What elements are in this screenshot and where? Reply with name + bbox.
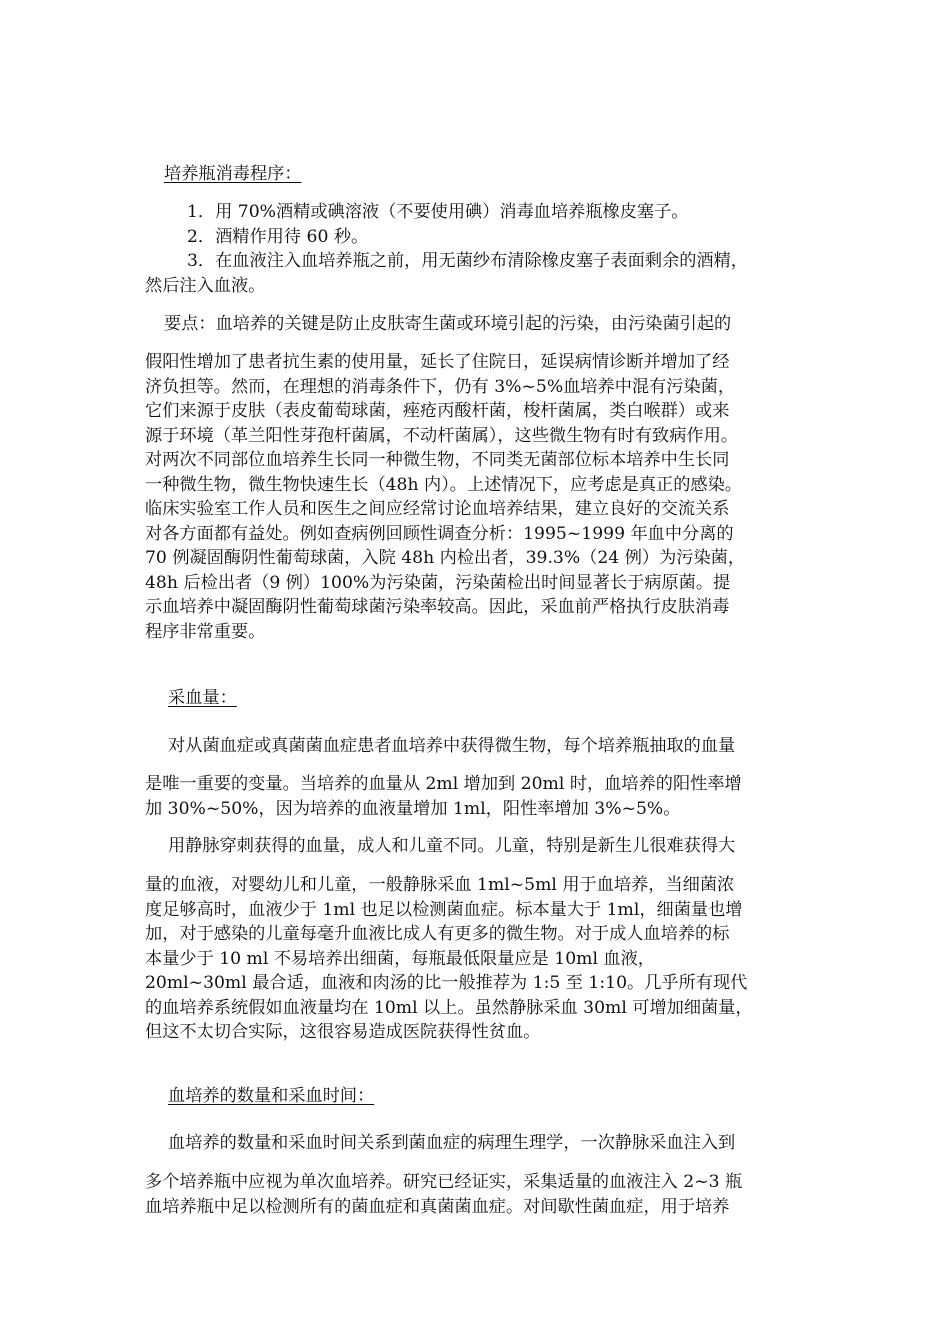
section-heading: 血培养的数量和采血时间： <box>168 1086 375 1106</box>
disinfection-heading-block <box>145 162 807 186</box>
paragraph-line: 48h 后检出者（9 例）100%为污染菌，污染菌检出时间显著长于病原菌。提 <box>145 572 731 593</box>
paragraph-line: 源于环境（革兰阳性芽孢杆菌属，不动杆菌属），这些微生物有时有致病作用。 <box>145 425 738 446</box>
paragraph-line: 量的血液，对婴幼儿和儿童，一般静脉采血 1ml~5ml 用于血培养，当细菌浓 <box>145 875 735 895</box>
paragraph-line: 但这不太切合实际，这很容易造成医院获得性贫血。 <box>145 1022 541 1042</box>
paragraph-line: 对两次不同部位血培养生长同一种微生物，不同类无菌部位标本培养中生长同 <box>145 450 730 470</box>
step-item: 2．酒精作用待 60 秒。 <box>187 226 369 247</box>
timing-p1-first <box>145 1131 807 1156</box>
paragraph-line: 程序非常重要。 <box>145 621 266 642</box>
paragraph-line: 要点：血培养的关键是防止皮肤寄生菌或环境引起的污染，由污染菌引起的 <box>164 314 732 334</box>
volume-p2-first <box>145 834 807 859</box>
paragraph-line: 假阳性增加了患者抗生素的使用量，延长了住院日，延误病情诊断并增加了经 <box>145 352 730 372</box>
volume-p1-first <box>145 734 807 759</box>
section-heading: 培养瓶消毒程序： <box>164 164 302 184</box>
paragraph-line: 一种微生物，微生物快速生长（48h 内）。上述情况下，应考虑是真正的感染。 <box>145 474 742 495</box>
paragraph-line: 70 例凝固酶阴性葡萄球菌，入院 48h 内检出者，39.3%（24 例）为污染菌， <box>145 548 746 568</box>
key-points-paragraph <box>145 350 807 644</box>
step-item: 1．用 70%酒精或碘溶液（不要使用碘）消毒血培养瓶橡皮塞子。 <box>187 202 689 222</box>
volume-p1 <box>145 772 807 821</box>
paragraph-line: 多个培养瓶中应视为单次血培养。研究已经证实，采集适量的血液注入 2~3 瓶 <box>145 1172 743 1192</box>
paragraph-line: 加 30%~50%，因为培养的血液量增加 1ml，阳性率增加 3%~5%。 <box>145 798 681 819</box>
paragraph-line: 是唯一重要的变量。当培养的血量从 2ml 增加到 20ml 时，血培养的阳性率增 <box>145 774 742 794</box>
volume-p2 <box>145 873 807 1045</box>
timing-p1 <box>145 1170 807 1219</box>
paragraph-line: 加，对于感染的儿童每毫升血液比成人有更多的微生物。对于成人血培养的标 <box>145 924 730 944</box>
paragraph-line: 本量少于 10 ml 不易培养出细菌，每瓶最低限量应是 10ml 血液， <box>145 948 655 969</box>
step-item: 3．在血液注入血培养瓶之前，用无菌纱布清除橡皮塞子表面剩余的酒精， <box>187 251 748 271</box>
paragraph-line: 济负担等。然而，在理想的消毒条件下，仍有 3%~5%血培养中混有污染菌， <box>145 376 736 397</box>
paragraph-line: 度足够高时，血液少于 1ml 也足以检测菌血症。标本量大于 1ml，细菌量也增 <box>145 899 743 920</box>
paragraph-line: 示血培养中凝固酶阴性葡萄球菌污染率较高。因此，采血前严格执行皮肤消毒 <box>145 597 730 617</box>
key-points-first <box>145 312 807 337</box>
paragraph-line: 的血培养系统假如血液量均在 10ml 以上。虽然静脉采血 30ml 可增加细菌量， <box>145 997 753 1018</box>
disinfection-steps <box>145 200 807 298</box>
paragraph-line: 20ml~30ml 最合适，血液和肉汤的比一般推荐为 1:5 至 1:10。几乎所有现代 <box>145 973 748 993</box>
timing-heading-block <box>145 1084 807 1108</box>
paragraph-line: 用静脉穿刺获得的血量，成人和儿童不同。儿童，特别是新生儿很难获得大 <box>168 836 736 856</box>
section-heading: 采血量： <box>168 688 237 708</box>
paragraph-line: 对各方面都有益处。例如查病例回顾性调查分析：1995~1999 年血中分离的 <box>145 523 734 544</box>
step-item: 然后注入血液。 <box>145 275 266 296</box>
paragraph-line: 对从菌血症或真菌菌血症患者血培养中获得微生物，每个培养瓶抽取的血量 <box>168 736 736 756</box>
paragraph-line: 它们来源于皮肤（表皮葡萄球菌，痤疮丙酸杆菌，梭杆菌属，类白喉群）或来 <box>145 401 730 421</box>
volume-heading-block <box>145 686 807 710</box>
paragraph-line: 临床实验室工作人员和医生之间应经常讨论血培养结果，建立良好的交流关系 <box>145 499 730 519</box>
paragraph-line: 血培养瓶中足以检测所有的菌血症和真菌菌血症。对间歇性菌血症，用于培养 <box>145 1196 730 1217</box>
paragraph-line: 血培养的数量和采血时间关系到菌血症的病理生理学，一次静脉采血注入到 <box>168 1133 736 1153</box>
